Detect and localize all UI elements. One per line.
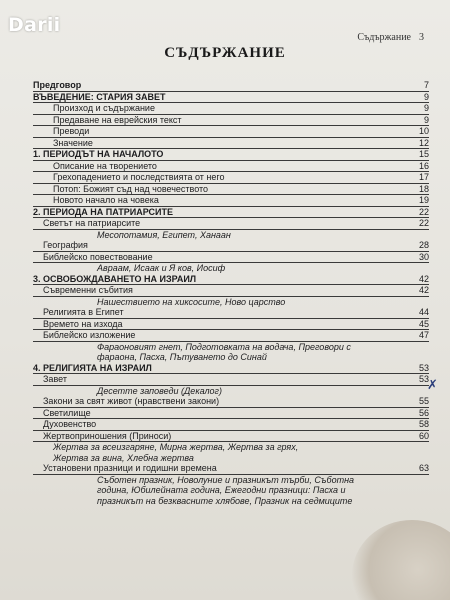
toc-entry-title: 1. ПЕРИОДЪТ НА НАЧАЛОТО (33, 149, 164, 159)
toc-entry-page: 19 (418, 195, 429, 205)
toc-entry-page: 55 (418, 396, 429, 406)
toc-entry (33, 408, 429, 420)
toc-entry-page: 7 (423, 80, 429, 90)
toc-entry-title: 2. ПЕРИОДА НА ПАТРИАРСИТЕ (33, 206, 173, 217)
table-of-contents (33, 80, 429, 506)
toc-entry-page: 22 (418, 206, 429, 217)
toc-entry-title: Жертва за всеизгаряне, Мирна жертва, Жертва за грях, (53, 442, 299, 452)
toc-entry (33, 463, 429, 475)
toc-entry-page: 60 (418, 430, 429, 441)
toc-entry (33, 386, 429, 397)
toc-entry (33, 172, 429, 184)
toc-entry (33, 363, 429, 375)
toc-entry (33, 319, 429, 331)
toc-entry-page: 42 (418, 273, 429, 284)
toc-entry (33, 374, 429, 386)
toc-entry (33, 184, 429, 196)
toc-entry-page: 63 (418, 463, 429, 473)
toc-entry-page: 28 (418, 240, 429, 250)
toc-entry (33, 396, 429, 408)
toc-entry (33, 442, 429, 453)
toc-entry (33, 207, 429, 219)
toc-entry-page: 53 (418, 362, 429, 373)
toc-entry (33, 161, 429, 173)
toc-entry-page: 17 (418, 172, 429, 182)
toc-entry (33, 496, 429, 507)
toc-entry (33, 80, 429, 92)
toc-entry-page: 58 (418, 419, 429, 429)
toc-entry-title: Грехопадението и последствията от него (53, 172, 225, 182)
toc-entry (33, 103, 429, 115)
toc-entry (33, 126, 429, 138)
toc-entry-page: 18 (418, 183, 429, 194)
toc-entry-title: Десетте заповеди (Декалог) (97, 385, 222, 396)
toc-entry (33, 352, 429, 363)
toc-entry-title: Закони за свят живот (нравствени закони) (43, 396, 220, 406)
toc-entry-title: Авраам, Исаак и Я ков, Иосиф (97, 263, 226, 273)
toc-entry (33, 218, 429, 230)
toc-entry-title: Завет (43, 374, 67, 384)
toc-entry (33, 485, 429, 496)
toc-entry-title: Библейско повествование (43, 251, 153, 262)
toc-entry (33, 274, 429, 286)
toc-entry-title: Предговор (33, 80, 82, 90)
toc-entry (33, 230, 429, 241)
toc-entry (33, 307, 429, 319)
toc-entry-page: 53 (418, 374, 429, 384)
toc-entry-title: Предаване на еврейския текст (53, 114, 182, 125)
toc-entry (33, 297, 429, 308)
toc-entry-page: 22 (418, 218, 429, 228)
toc-entry-title: Произход и съдържание (53, 103, 155, 113)
toc-entry (33, 453, 429, 464)
toc-entry-page: 45 (418, 318, 429, 329)
toc-entry (33, 342, 429, 353)
toc-entry (33, 263, 429, 274)
watermark-logo: Darii (8, 14, 61, 36)
toc-entry-title: Новото начало на човека (53, 195, 159, 205)
page-title: СЪДЪРЖАНИЕ (164, 45, 286, 61)
toc-entry-title: Нашествието на хиксосите, Ново царство (97, 296, 286, 307)
toc-entry (33, 285, 429, 297)
toc-entry-page: 44 (418, 307, 429, 317)
toc-entry-title: Духовенство (43, 419, 97, 429)
running-head (357, 32, 424, 43)
toc-entry-title: фараона, Пасха, Пътуването до Синай (97, 352, 267, 362)
toc-entry-page: 9 (423, 91, 429, 102)
toc-entry (33, 475, 429, 486)
toc-entry-title: Фараоновият гнет, Подготовката на водача, Преговори с (97, 341, 351, 352)
running-head-label: Съдържание (357, 32, 411, 43)
toc-entry-title: Библейско изложение (43, 330, 136, 340)
toc-entry-title: ВЪВЕДЕНИЕ: СТАРИЯ ЗАВЕТ (33, 91, 166, 102)
toc-entry (33, 115, 429, 127)
toc-entry (33, 252, 429, 264)
toc-entry-title: година, Юбилейната година, Ежегодни празници: Пасха и (97, 485, 346, 495)
toc-entry-page: 9 (423, 103, 429, 113)
toc-entry-title: География (43, 240, 88, 250)
toc-entry-page: 47 (418, 330, 429, 340)
thumb-shadow (352, 520, 450, 600)
toc-entry-page: 15 (418, 149, 429, 159)
toc-entry-title: Месопотамия, Египет, Ханаан (97, 229, 231, 240)
toc-entry-page: 10 (418, 126, 429, 136)
toc-entry-title: Преводи (53, 126, 90, 136)
toc-entry-title: Жертвоприношения (Приноси) (43, 430, 172, 441)
toc-entry-page: 16 (418, 160, 429, 171)
toc-entry-title: Съвременни събития (43, 285, 133, 295)
toc-entry-title: Значение (53, 137, 93, 148)
toc-entry-title: Светилище (43, 407, 91, 418)
toc-entry (33, 92, 429, 104)
toc-entry-page: 56 (418, 407, 429, 418)
toc-entry (33, 138, 429, 150)
toc-entry-title: Религията в Египет (43, 307, 124, 317)
page-number: 3 (419, 32, 424, 43)
toc-entry-title: Описание на творението (53, 160, 157, 171)
toc-entry-title: Светът на патриарсите (43, 218, 141, 228)
pen-mark-icon: ✗ (427, 378, 438, 393)
toc-entry-title: Съботен празник, Новолуние и празникът търби, Съботна (97, 474, 355, 485)
toc-entry-title: 4. РЕЛИГИЯТА НА ИЗРАИЛ (33, 362, 152, 373)
toc-entry (33, 330, 429, 342)
toc-entry-page: 42 (418, 285, 429, 295)
toc-entry-title: Потоп: Божият съд над човечеството (53, 183, 209, 194)
toc-entry-title: 3. ОСВОБОЖДАВАНЕТО НА ИЗРАИЛ (33, 273, 197, 284)
toc-entry (33, 240, 429, 252)
toc-entry-page: 12 (418, 137, 429, 148)
toc-entry-title: Времето на изхода (43, 318, 123, 329)
toc-entry (33, 195, 429, 207)
toc-entry (33, 419, 429, 431)
toc-entry (33, 149, 429, 161)
toc-entry-title: Установени празници и годишни времена (43, 463, 217, 473)
toc-entry-page: 9 (423, 114, 429, 125)
toc-entry-title: Жертва за вина, Хлебна жертва (53, 452, 194, 463)
toc-entry-title: празникът на безквасните хлябове, Празник на седмиците (97, 495, 353, 506)
toc-entry (33, 431, 429, 443)
toc-entry-page: 30 (418, 251, 429, 262)
